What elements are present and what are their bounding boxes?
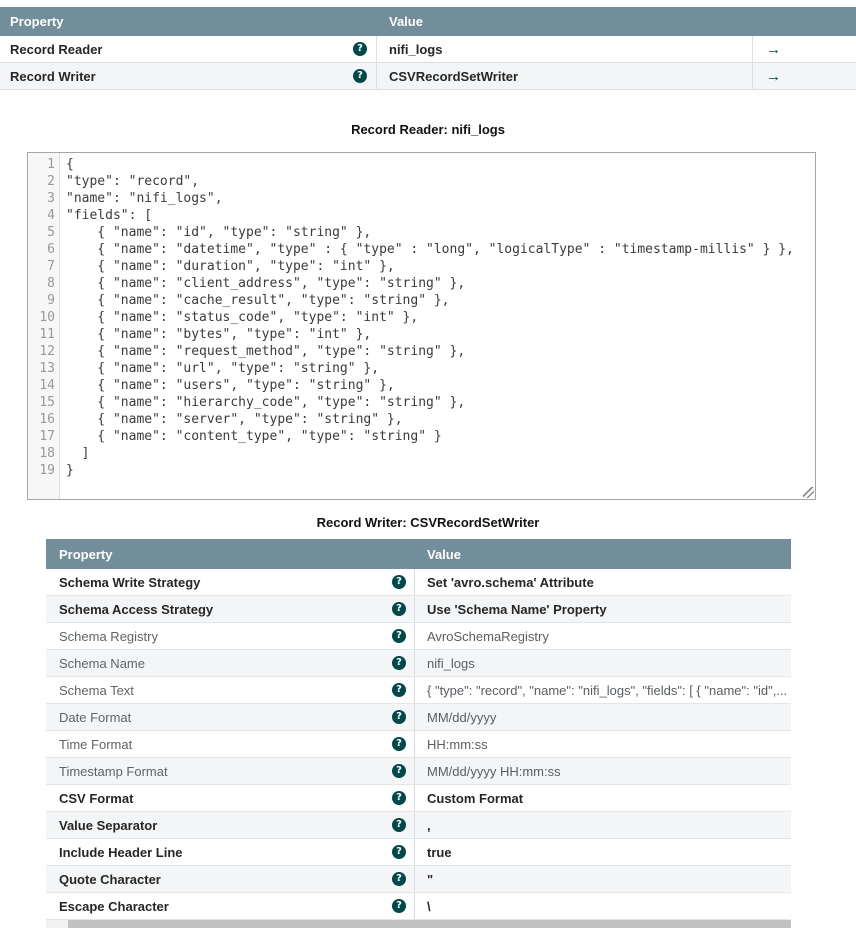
line-number: 9 xyxy=(47,293,55,308)
help-icon[interactable]: ? xyxy=(392,710,406,724)
value-cell-record-writer[interactable]: CSVRecordSetWriter xyxy=(377,63,753,89)
code-line: { "name": "cache_result", "type": "string" }, xyxy=(66,293,450,308)
code-line: ] xyxy=(66,446,90,461)
help-icon[interactable]: ? xyxy=(392,845,406,859)
table-row xyxy=(46,866,791,893)
code-line: { "name": "id", "type": "string" }, xyxy=(66,225,372,240)
line-number: 2 xyxy=(47,174,55,189)
property-cell xyxy=(46,812,415,838)
horizontal-scrollbar-thumb[interactable] xyxy=(68,920,791,928)
table-row xyxy=(0,63,856,90)
line-number: 5 xyxy=(47,225,55,240)
code-line: { "name": "duration", "type": "int" }, xyxy=(66,259,395,274)
help-icon[interactable]: ? xyxy=(392,764,406,778)
property-label: Schema Name xyxy=(59,655,145,671)
writer-header-property: Property xyxy=(59,546,113,562)
writer-properties-table xyxy=(46,539,791,920)
table-row xyxy=(46,650,791,677)
table-row xyxy=(46,596,791,623)
property-label: Record Writer xyxy=(10,68,96,84)
summary-properties-table xyxy=(0,7,856,90)
code-line: { "name": "client_address", "type": "string" }, xyxy=(66,276,466,291)
property-cell xyxy=(46,650,415,676)
line-number: 6 xyxy=(47,242,55,257)
property-cell xyxy=(46,677,415,703)
help-icon[interactable]: ? xyxy=(392,791,406,805)
line-number: 11 xyxy=(39,327,55,342)
help-icon[interactable]: ? xyxy=(353,42,367,56)
line-number: 7 xyxy=(47,259,55,274)
line-number: 8 xyxy=(47,276,55,291)
writer-table-rows xyxy=(46,569,791,920)
help-icon[interactable]: ? xyxy=(392,629,406,643)
code-line: { "name": "request_method", "type": "string" }, xyxy=(66,344,466,359)
property-label: Schema Text xyxy=(59,682,134,698)
help-icon[interactable]: ? xyxy=(353,69,367,83)
code-line: { "name": "status_code", "type": "int" }, xyxy=(66,310,419,325)
value-cell[interactable]: MM/dd/yyyy xyxy=(427,709,497,725)
value-cell[interactable]: Custom Format xyxy=(427,790,524,806)
code-line: { "name": "bytes", "type": "int" }, xyxy=(66,327,372,342)
property-cell xyxy=(46,623,415,649)
property-label: Schema Write Strategy xyxy=(59,574,201,590)
writer-header-value: Value xyxy=(427,546,461,562)
line-number: 10 xyxy=(39,310,55,325)
table-row xyxy=(0,36,856,63)
line-number: 3 xyxy=(47,191,55,206)
code-line: "name": "nifi_logs", xyxy=(66,191,223,206)
code-line: { "name": "hierarchy_code", "type": "string" }, xyxy=(66,395,466,410)
table-row xyxy=(46,623,791,650)
property-cell xyxy=(46,704,415,730)
textarea-resize-grip-icon[interactable] xyxy=(803,487,814,498)
line-number: 18 xyxy=(39,446,55,461)
property-cell xyxy=(46,596,415,622)
code-line: { "name": "server", "type": "string" }, xyxy=(66,412,403,427)
table-row xyxy=(46,758,791,785)
summary-table-header xyxy=(0,7,856,36)
value-cell[interactable]: " xyxy=(427,871,434,887)
go-to-service-arrow-icon[interactable]: → xyxy=(766,67,781,85)
code-line: { "name": "content_type", "type": "string" } xyxy=(66,429,442,444)
property-label: Include Header Line xyxy=(59,844,183,860)
property-cell xyxy=(46,758,415,784)
line-number: 1 xyxy=(47,157,55,172)
table-row xyxy=(46,569,791,596)
line-number: 12 xyxy=(39,344,55,359)
property-cell xyxy=(46,785,415,811)
schema-code-content[interactable] xyxy=(60,153,815,499)
property-label: Schema Access Strategy xyxy=(59,601,214,617)
line-number: 4 xyxy=(47,208,55,223)
line-number-gutter xyxy=(28,153,60,499)
property-cell-record-reader xyxy=(0,36,377,62)
table-row xyxy=(46,839,791,866)
property-label: Quote Character xyxy=(59,871,161,887)
property-cell xyxy=(46,893,415,919)
table-row xyxy=(46,893,791,920)
value-cell[interactable]: HH:mm:ss xyxy=(427,736,488,752)
help-icon[interactable]: ? xyxy=(392,818,406,832)
table-row xyxy=(46,812,791,839)
table-row xyxy=(46,785,791,812)
value-cell[interactable]: { "type": "record", "name": "nifi_logs", "fields": [ { "name": "id",... xyxy=(427,682,788,698)
schema-text-editor[interactable] xyxy=(27,152,816,500)
summary-header-property: Property xyxy=(10,14,64,29)
value-cell[interactable]: , xyxy=(427,817,431,833)
line-number: 14 xyxy=(39,378,55,393)
help-icon[interactable]: ? xyxy=(392,656,406,670)
help-icon[interactable]: ? xyxy=(392,683,406,697)
property-cell xyxy=(46,731,415,757)
code-line: "type": "record", xyxy=(66,174,200,189)
code-line: { "name": "url", "type": "string" }, xyxy=(66,361,380,376)
summary-header-value: Value xyxy=(389,14,423,29)
value-cell[interactable]: nifi_logs xyxy=(427,655,475,671)
go-to-service-arrow-icon[interactable]: → xyxy=(766,40,781,58)
property-label: Value Separator xyxy=(59,817,158,833)
value-cell[interactable]: true xyxy=(427,844,452,860)
table-row xyxy=(46,731,791,758)
line-number: 19 xyxy=(39,463,55,478)
property-label: Schema Registry xyxy=(59,628,158,644)
value-cell[interactable]: MM/dd/yyyy HH:mm:ss xyxy=(427,763,561,779)
line-number: 15 xyxy=(39,395,55,410)
line-number: 16 xyxy=(39,412,55,427)
record-reader-section-title: Record Reader: nifi_logs xyxy=(351,122,505,137)
property-label: Time Format xyxy=(59,736,133,752)
writer-table-header xyxy=(46,539,791,569)
code-line: "fields": [ xyxy=(66,208,153,223)
code-line: { xyxy=(66,157,74,172)
table-row xyxy=(46,677,791,704)
line-number: 17 xyxy=(39,429,55,444)
help-icon[interactable]: ? xyxy=(392,737,406,751)
value-cell[interactable]: AvroSchemaRegistry xyxy=(427,628,549,644)
property-cell xyxy=(46,866,415,892)
record-writer-section-title: Record Writer: CSVRecordSetWriter xyxy=(316,515,540,530)
property-label: Escape Character xyxy=(59,898,169,914)
value-cell[interactable]: \ xyxy=(427,898,431,914)
help-icon[interactable]: ? xyxy=(392,872,406,886)
property-cell xyxy=(46,839,415,865)
help-icon[interactable]: ? xyxy=(392,602,406,616)
code-line: { "name": "datetime", "type" : { "type" : "long", "logicalType" : "timestamp-millis" } }, xyxy=(66,242,794,257)
value-cell[interactable]: Use 'Schema Name' Property xyxy=(427,601,607,617)
property-label: CSV Format xyxy=(59,790,134,806)
property-label: Record Reader xyxy=(10,41,103,57)
property-label: Date Format xyxy=(59,709,132,725)
property-label: Timestamp Format xyxy=(59,763,168,779)
property-cell xyxy=(46,569,415,595)
table-row xyxy=(46,704,791,731)
line-number: 13 xyxy=(39,361,55,376)
property-cell-record-writer xyxy=(0,63,377,89)
help-icon[interactable]: ? xyxy=(392,899,406,913)
help-icon[interactable]: ? xyxy=(392,575,406,589)
code-line: { "name": "users", "type": "string" }, xyxy=(66,378,395,393)
value-cell[interactable]: Set 'avro.schema' Attribute xyxy=(427,574,594,590)
value-cell-record-reader[interactable]: nifi_logs xyxy=(377,36,753,62)
horizontal-scrollbar-track[interactable] xyxy=(46,920,791,928)
code-line: } xyxy=(66,463,74,478)
